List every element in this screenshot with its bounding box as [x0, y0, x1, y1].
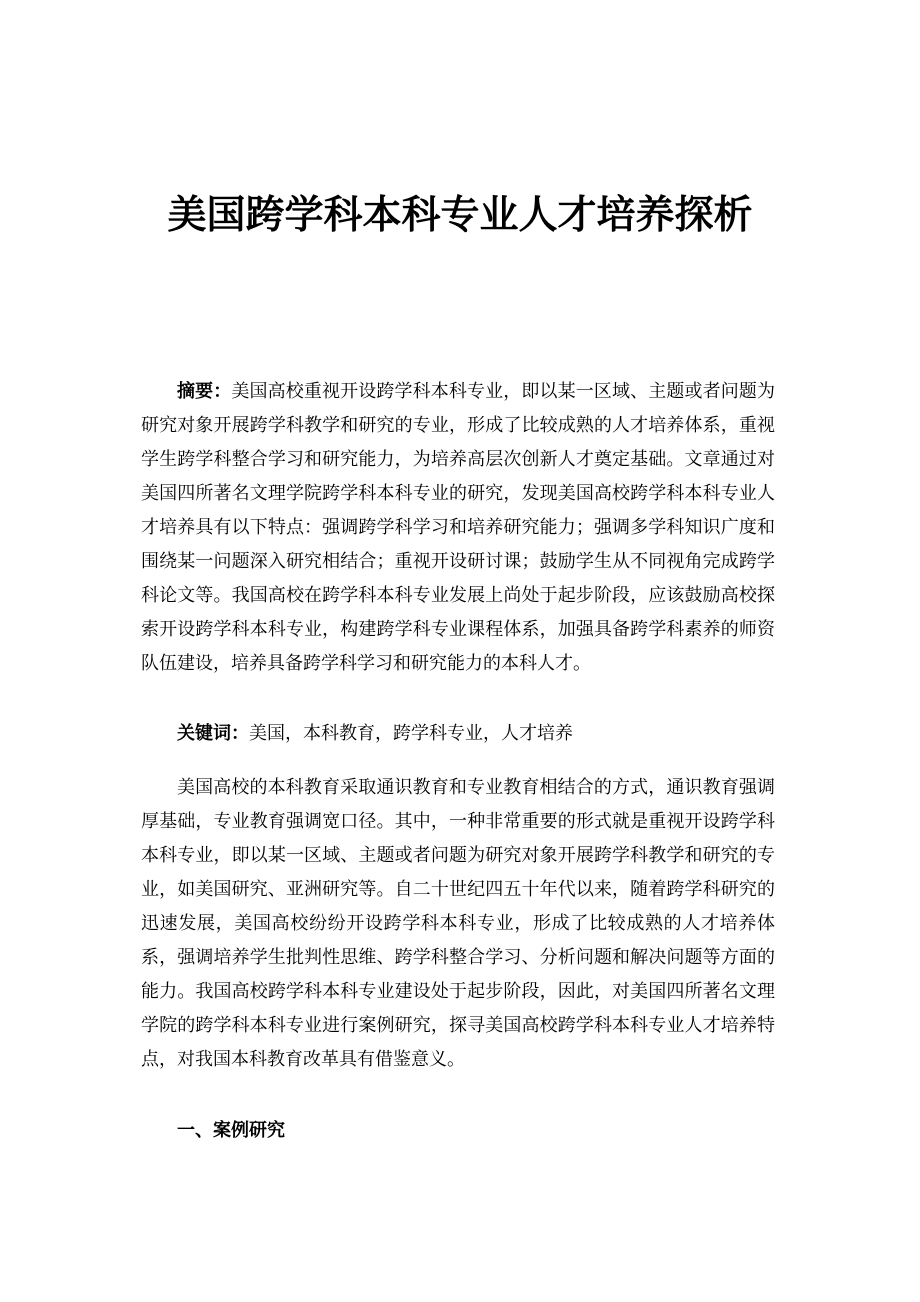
document-title: 美国跨学科本科专业人才培养探析: [167, 192, 753, 238]
keywords-paragraph: [141, 717, 775, 751]
keywords-text: 美国，本科教育，跨学科专业，人才培养: [249, 723, 573, 744]
intro-paragraph: 美国高校的本科教育采取通识教育和专业教育相结合的方式，通识教育强调厚基础，专业教育强调宽口径。其中，一种非常重要的形式就是重视开设跨学科本科专业，即以某一区域、主题或者问题为研究对象开展跨学科教学和研究的专业，如美国研究、亚洲研究等。自二十世纪四五十年代以来，随着跨学科研究的迅速发展，美国高校纷纷开设跨学科本科专业，形成了比较成熟的人才培养体系，强调培养学生批判性思维、跨学科整合学习、分析问题和解决问题等方面的能力。我国高校跨学科本科专业建设处于起步阶段，因此，对美国四所著名文理学院的跨学科本科专业进行案例研究，探寻美国高校跨学科本科专业人才培养特点，对我国本科教育改革具有借鉴意义。: [141, 777, 775, 1070]
keywords-label: 关键词：: [177, 723, 249, 744]
abstract-paragraph: [141, 375, 775, 681]
abstract-text: 美国高校重视开设跨学科本科专业，即以某一区域、主题或者问题为研究对象开展跨学科教学和研究的专业，形成了比较成熟的人才培养体系，重视学生跨学科整合学习和研究能力，为培养高层次创新人才奠定基础。文章通过对美国四所著名文理学院跨学科本科专业的研究，发现美国高校跨学科本科专业人才培养具有以下特点：强调跨学科学习和培养研究能力；强调多学科知识广度和围绕某一问题深入研究相结合；重视开设研讨课；鼓励学生从不同视角完成跨学科论文等。我国高校在跨学科本科专业发展上尚处于起步阶段，应该鼓励高校探索开设跨学科本科专业，构建跨学科专业课程体系，加强具备跨学科素养的师资队伍建设，培养具备跨学科学习和研究能力的本科人才。: [141, 381, 775, 674]
abstract-label: 摘要：: [177, 381, 232, 402]
section-heading: 一、案例研究: [177, 1120, 285, 1141]
